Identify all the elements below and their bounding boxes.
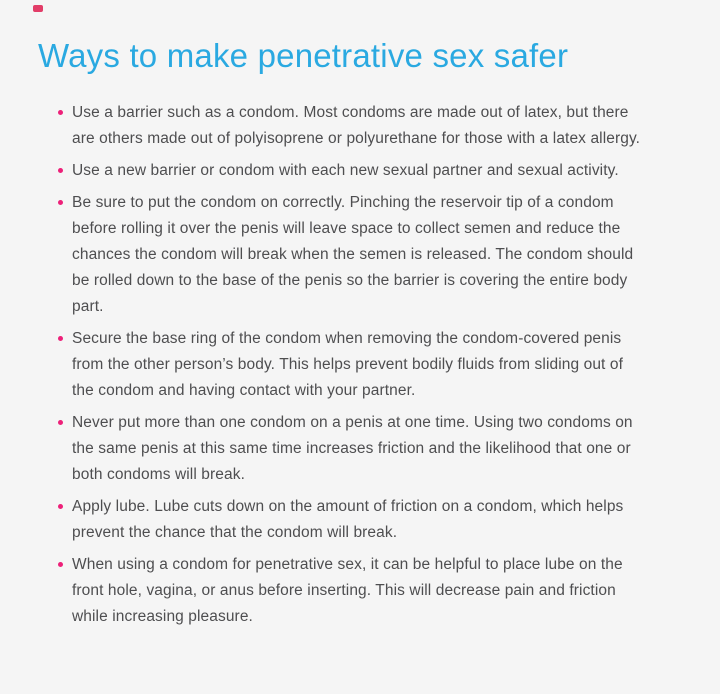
safer-sex-tips-list: [38, 100, 672, 630]
list-item-text: Never put more than one condom on a penis at one time. Using two condoms on the same penis at this same time increases friction and the likelihood that one or both condoms will break.: [72, 414, 633, 484]
bullet-icon: [58, 200, 63, 205]
bullet-icon: [58, 168, 63, 173]
list-item: [58, 494, 672, 546]
list-item: [58, 190, 672, 320]
list-item: [58, 326, 672, 404]
list-item: [58, 410, 672, 488]
list-item: [58, 552, 672, 630]
list-item: [58, 158, 672, 184]
list-item: [58, 100, 672, 152]
bullet-icon: [58, 336, 63, 341]
list-item-text: Secure the base ring of the condom when removing the condom-covered penis from the other person’s body. This helps prevent bodily fluids from sliding out of the condom and having contact with your partner.: [72, 330, 623, 400]
page-title: Ways to make penetrative sex safer: [38, 37, 569, 74]
corner-marker-icon: [33, 5, 43, 12]
list-item-text: Use a new barrier or condom with each new sexual partner and sexual activity.: [72, 162, 619, 180]
list-item-text: When using a condom for penetrative sex, it can be helpful to place lube on the front hole, vagina, or anus before inserting. This will decrease pain and friction while increasing pleasure.: [72, 556, 623, 626]
bullet-icon: [58, 562, 63, 567]
bullet-icon: [58, 504, 63, 509]
bullet-icon: [58, 420, 63, 425]
list-item-text: Be sure to put the condom on correctly. Pinching the reservoir tip of a condom before rolling it over the penis will leave space to collect semen and reduce the chances the condom will break when the semen is released. The condom should be rolled down to the base of the penis so the barrier is covering the entire body part.: [72, 194, 634, 316]
list-item-text: Apply lube. Lube cuts down on the amount of friction on a condom, which helps prevent the chance that the condom will break.: [72, 498, 624, 542]
list-item-text: Use a barrier such as a condom. Most condoms are made out of latex, but there are others made out of polyisoprene or polyurethane for those with a latex allergy.: [72, 104, 641, 148]
bullet-icon: [58, 110, 63, 115]
